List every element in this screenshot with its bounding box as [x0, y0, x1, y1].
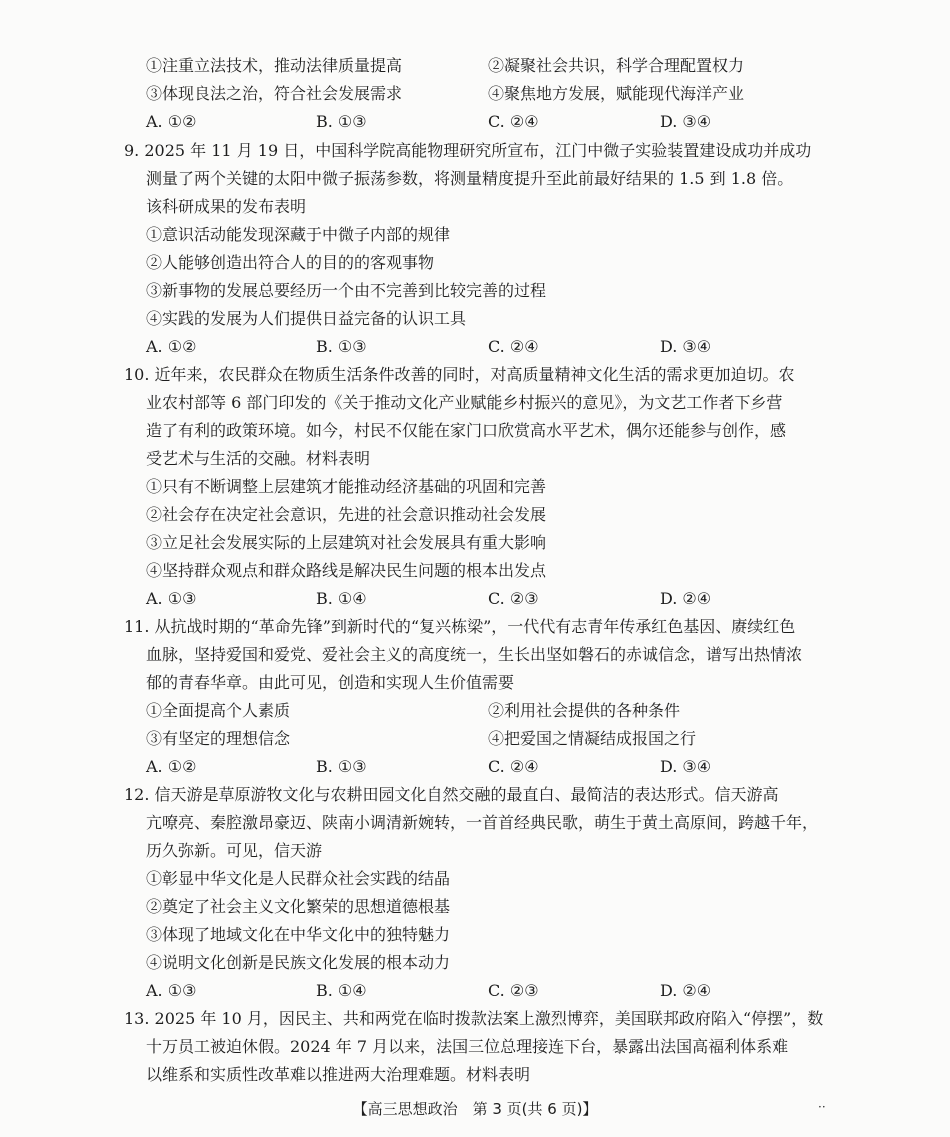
- question-stem-line: 业农村部等 6 部门印发的《关于推动文化产业赋能乡村振兴的意见》，为文艺工作者下乡营: [146, 393, 783, 412]
- answer-c: C. ②③: [488, 981, 539, 1000]
- question-stem-line: 十万员工被迫休假。2024 年 7 月以来，法国三位总理接连下台，暴露出法国高福利体系难: [146, 1037, 789, 1056]
- statement-4: ④说明文化创新是民族文化发展的根本动力: [146, 953, 451, 972]
- statement-1: ①只有不断调整上层建筑才能推动经济基础的巩固和完善: [146, 477, 547, 496]
- statement-4: ④坚持群众观点和群众路线是解决民生问题的根本出发点: [146, 561, 547, 580]
- question-stem-line: 13. 2025 年 10 月，因民主、共和两党在临时拨款法案上激烈博弈，美国联邦政府陷入“停摆”，数: [124, 1009, 824, 1028]
- answer-a: A. ①②: [146, 757, 197, 776]
- option-3: ③有坚定的理想信念: [146, 729, 291, 748]
- answer-c: C. ②④: [488, 337, 539, 356]
- option-4: ④聚焦地方发展，赋能现代海洋产业: [488, 84, 745, 103]
- question-stem-line: 历久弥新。可见，信天游: [146, 841, 323, 860]
- answer-b: B. ①③: [316, 112, 367, 131]
- statement-3: ③立足社会发展实际的上层建筑对社会发展具有重大影响: [146, 533, 547, 552]
- answer-d: D. ③④: [660, 757, 712, 776]
- statement-3: ③新事物的发展总要经历一个由不完善到比较完善的过程: [146, 281, 547, 300]
- answer-c: C. ②④: [488, 757, 539, 776]
- option-2: ②利用社会提供的各种条件: [488, 701, 681, 720]
- question-stem-line: 11. 从抗战时期的“革命先锋”到新时代的“复兴栋梁”，一代代有志青年传承红色基因、赓续红色: [124, 617, 796, 636]
- page-footer: 【高三思想政治 第 3 页(共 6 页)】: [352, 1100, 598, 1118]
- statement-4: ④实践的发展为人们提供日益完备的认识工具: [146, 309, 467, 328]
- question-stem-line: 郁的青春华章。由此可见，创造和实现人生价值需要: [146, 673, 515, 692]
- answer-b: B. ①④: [316, 981, 367, 1000]
- statement-2: ②人能够创造出符合人的目的的客观事物: [146, 253, 435, 272]
- statement-2: ②社会存在决定社会意识，先进的社会意识推动社会发展: [146, 505, 547, 524]
- question-stem-line: 该科研成果的发布表明: [146, 197, 307, 216]
- answer-d: D. ②④: [660, 589, 712, 608]
- question-stem-line: 造了有利的政策环境。如今，村民不仅能在家门口欣赏高水平艺术，偶尔还能参与创作，感: [146, 421, 787, 440]
- answer-d: D. ②④: [660, 981, 712, 1000]
- question-stem-line: 以维系和实质性改革难以推进两大治理难题。材料表明: [146, 1065, 531, 1084]
- question-stem-line: 亢嘹亮、秦腔激昂豪迈、陕南小调清新婉转，一首首经典民歌，萌生于黄土高原间，跨越千年，: [146, 813, 819, 832]
- answer-a: A. ①③: [146, 589, 197, 608]
- statement-3: ③体现了地域文化在中华文化中的独特魅力: [146, 925, 451, 944]
- question-stem-line: 9. 2025 年 11 月 19 日，中国科学院高能物理研究所宣布，江门中微子实验装置建设成功并成功: [124, 141, 812, 160]
- statement-2: ②奠定了社会主义文化繁荣的思想道德根基: [146, 897, 451, 916]
- question-stem-line: 受艺术与生活的交融。材料表明: [146, 449, 371, 468]
- option-2: ②凝聚社会共识，科学合理配置权力: [488, 56, 745, 75]
- answer-c: C. ②③: [488, 589, 539, 608]
- answer-a: A. ①②: [146, 112, 197, 131]
- answer-a: A. ①③: [146, 981, 197, 1000]
- statement-1: ①意识活动能发现深藏于中微子内部的规律: [146, 225, 451, 244]
- option-4: ④把爱国之情凝结成报国之行: [488, 729, 697, 748]
- answer-b: B. ①③: [316, 337, 367, 356]
- answer-d: D. ③④: [660, 112, 712, 131]
- answer-b: B. ①④: [316, 589, 367, 608]
- statement-1: ①彰显中华文化是人民群众社会实践的结晶: [146, 869, 451, 888]
- option-1: ①全面提高个人素质: [146, 701, 291, 720]
- answer-d: D. ③④: [660, 337, 712, 356]
- option-3: ③体现良法之治，符合社会发展需求: [146, 84, 403, 103]
- question-stem-line: 12. 信天游是草原游牧文化与农耕田园文化自然交融的最直白、最简洁的表达形式。信天游高: [124, 785, 779, 804]
- answer-a: A. ①②: [146, 337, 197, 356]
- answer-c: C. ②④: [488, 112, 539, 131]
- option-1: ①注重立法技术，推动法律质量提高: [146, 56, 403, 75]
- question-stem-line: 测量了两个关键的太阳中微子振荡参数，将测量精度提升至此前最好结果的 1.5 到 1.8 倍。: [146, 169, 794, 188]
- question-stem-line: 血脉，坚持爱国和爱党、爱社会主义的高度统一，生长出坚如磐石的赤诚信念，谱写出热情浓: [146, 645, 803, 664]
- answer-b: B. ①③: [316, 757, 367, 776]
- scan-mark: ··: [818, 1100, 826, 1114]
- question-stem-line: 10. 近年来，农民群众在物质生活条件改善的同时，对高质量精神文化生活的需求更加迫切。农: [124, 365, 795, 384]
